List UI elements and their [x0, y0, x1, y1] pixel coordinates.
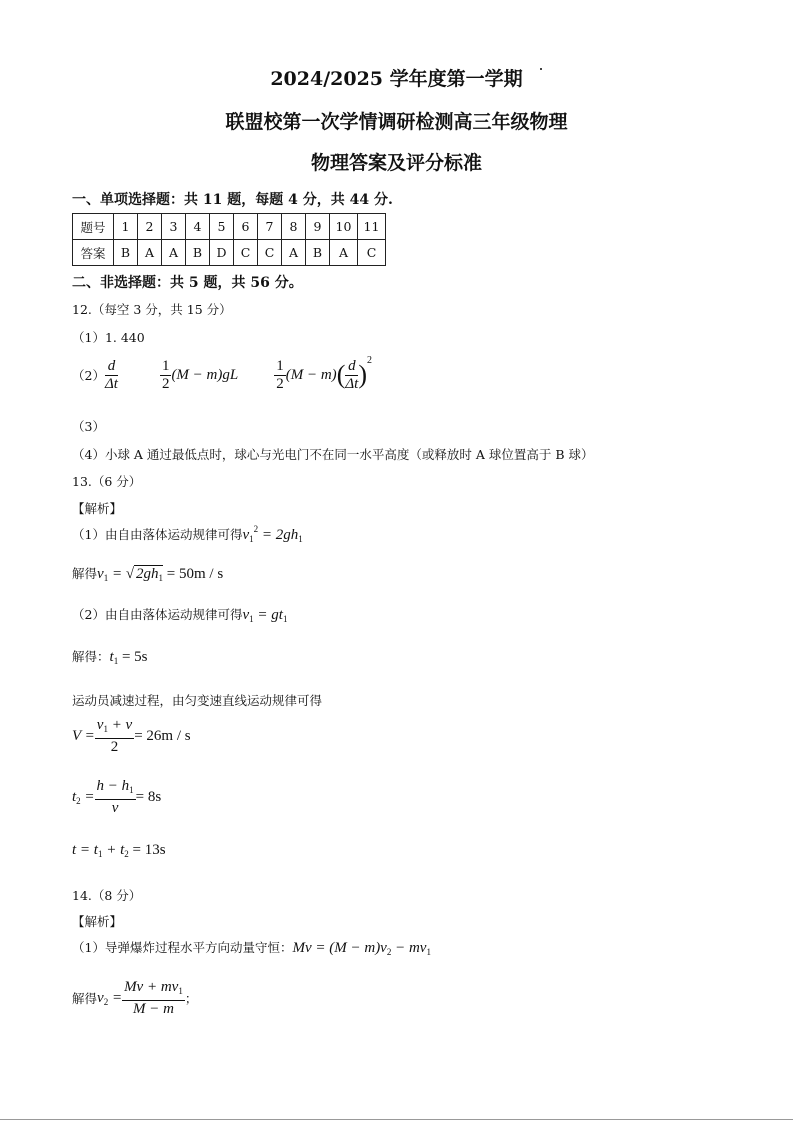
step-text: （1）由自由落体运动规律可得: [72, 527, 243, 542]
answer-cell: C: [358, 240, 386, 266]
open-paren: (: [336, 360, 346, 389]
question-number: 2: [138, 214, 162, 240]
fraction-denominator: 2: [110, 738, 119, 755]
fraction-denominator: Δt: [104, 375, 118, 392]
question-number: 6: [234, 214, 258, 240]
answer-cell: D: [210, 240, 234, 266]
question-number: 9: [306, 214, 330, 240]
q12-part4: （4）小球 A 通过最低点时，球心与光电门不在同一水平高度（或释放时 A 球位置高于 B 球）: [72, 447, 594, 462]
answer-cell: B: [186, 240, 210, 266]
question-number: 3: [162, 214, 186, 240]
answer-cell: A: [330, 240, 358, 266]
fraction-one-half: [160, 358, 172, 393]
page-bottom-rule: [0, 1119, 793, 1120]
q13-step3: [72, 605, 287, 624]
answer-cell: C: [258, 240, 282, 266]
table-row-answers: [73, 240, 386, 266]
equation-result: = 8s: [135, 788, 162, 805]
q14-analysis-label: 【解析】: [72, 914, 123, 929]
fraction-numerator: $v_1 + v$: [95, 717, 134, 739]
question-number: 1: [114, 214, 138, 240]
step-text: 解得：: [72, 649, 110, 664]
fraction-decel-time: [95, 778, 136, 817]
kinetic-energy-mass-term: (M − m): [285, 366, 337, 383]
step-text: 解得: [72, 991, 98, 1006]
q13-total-time: [72, 842, 166, 859]
q13-step1: [72, 524, 303, 544]
q12-part1: （1）1. 440: [72, 330, 145, 345]
answer-cell: B: [114, 240, 138, 266]
fraction-denominator: 2: [276, 375, 284, 392]
fraction-numerator: $Mv + mv_1$: [122, 979, 185, 1001]
answer-table: [72, 213, 386, 266]
answer-cell: A: [282, 240, 306, 266]
step-text: （2）由自由落体运动规律可得: [72, 607, 243, 622]
fraction-denominator: v: [111, 799, 119, 816]
question-number: 10: [330, 214, 358, 240]
q12-header: 12.（每空 3 分，共 15 分）: [72, 302, 232, 317]
section2-heading: 二、非选择题：共 5 题，共 56 分。: [72, 275, 303, 291]
equation-free-fall-velocity: $v_1^2 = 2gh_1$: [242, 524, 303, 544]
equation-result: = 26m / s: [134, 727, 191, 744]
title-exam: 联盟校第一次学情调研检测高三年级物理: [225, 111, 568, 133]
equation-lhs: $v_2$ =: [97, 989, 123, 1007]
fraction-v2: [122, 979, 185, 1018]
q12-part2-label: （2）: [72, 368, 105, 383]
q13-header: 13.（6 分）: [72, 474, 142, 489]
equation-v1-gt1: $v_1 = gt_1$: [242, 607, 288, 624]
equation-v1-result: $v_1$ = √ $2gh_1 = 50m / s$: [97, 566, 224, 583]
section1-heading: 一、单项选择题：共 11 题，每题 4 分，共 44 分.: [72, 192, 393, 208]
q13-t2: [72, 776, 161, 818]
fraction-numerator: 1: [161, 357, 170, 374]
fraction-d-over-dt: [105, 358, 118, 393]
answer-cell: A: [162, 240, 186, 266]
step-text: （1）导弹爆炸过程水平方向动量守恒：: [72, 940, 293, 955]
table-row-numbers: [73, 214, 386, 240]
q13-analysis-label: 【解析】: [72, 501, 123, 516]
equation-total-time: $t = t_1 + t_2 = 13s$: [72, 842, 166, 859]
equation-lhs: $t_2$ =: [72, 788, 95, 806]
equation-t1-result: $t_1 = 5s$: [109, 649, 148, 666]
q14-header: 14.（8 分）: [72, 888, 142, 903]
q14-step2: [72, 976, 197, 1020]
row-label-number: 题号: [73, 214, 114, 240]
q13-step2: [72, 564, 223, 583]
fraction-d-over-dt: [345, 358, 358, 393]
title-answer-key: 物理答案及评分标准: [310, 152, 482, 174]
row-label-answer: 答案: [73, 240, 114, 266]
square-exponent: 2: [367, 355, 373, 366]
step-text: 解得: [72, 566, 98, 581]
fraction-denominator: Δt: [345, 375, 359, 392]
q13-step4: [72, 647, 147, 666]
q13-average-velocity: [72, 716, 191, 756]
trailing-punctuation: ；: [184, 991, 198, 1006]
fraction-denominator: M − m: [132, 1000, 174, 1017]
fraction-numerator: d: [345, 358, 358, 376]
fraction-numerator: d: [105, 358, 118, 376]
q12-part2: [72, 353, 372, 397]
question-number: 5: [210, 214, 234, 240]
title-semester: 2024/2025 学年度第一学期: [270, 68, 523, 90]
question-number: 11: [358, 214, 386, 240]
close-paren: ): [358, 360, 368, 389]
answer-cell: C: [234, 240, 258, 266]
equation-lhs: V =: [72, 727, 95, 744]
potential-energy-expression: (M − m)gL: [171, 366, 239, 383]
q12-part3: （3）: [72, 419, 105, 434]
q13-step5: 运动员减速过程，由匀变速直线运动规律可得: [72, 693, 323, 708]
fraction-one-half: [274, 358, 286, 393]
question-number: 7: [258, 214, 282, 240]
question-number: 4: [186, 214, 210, 240]
fraction-denominator: 2: [161, 375, 170, 392]
equation-momentum-conservation: $Mv = (M - m)v_2 - mv_1$: [292, 940, 431, 957]
fraction-numerator: $h - h_1$: [95, 778, 136, 800]
question-number: 8: [282, 214, 306, 240]
fraction-average-velocity: [95, 717, 134, 756]
answer-cell: A: [138, 240, 162, 266]
fraction-numerator: 1: [276, 357, 284, 374]
q14-step1: [72, 938, 431, 957]
answer-cell: B: [306, 240, 330, 266]
